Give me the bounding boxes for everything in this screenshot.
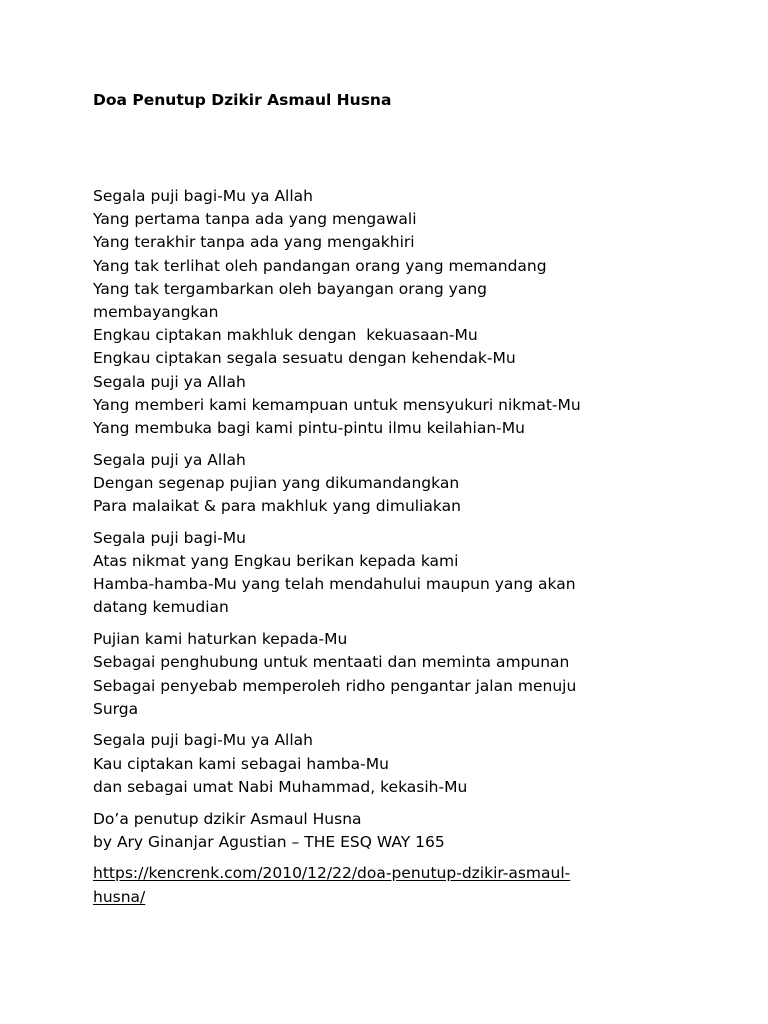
text-line: Yang terakhir tanpa ada yang mengakhiri	[93, 233, 415, 252]
text-line: Engkau ciptakan segala sesuatu dengan kehendak-Mu	[93, 349, 516, 368]
text-line: Yang pertama tanpa ada yang mengawali	[93, 210, 417, 229]
source-link-block	[93, 862, 733, 908]
source-link[interactable]: husna/	[93, 887, 146, 906]
text-line: Kau ciptakan kami sebagai hamba-Mu	[93, 754, 389, 773]
text-line: Segala puji bagi-Mu ya Allah	[93, 187, 313, 205]
text-line: Segala puji ya Allah	[93, 450, 246, 469]
document-page	[93, 86, 733, 917]
text-line: Atas nikmat yang Engkau berikan kepada kami	[93, 552, 459, 571]
text-line: Yang tak terlihat oleh pandangan orang yang memandang	[93, 256, 547, 275]
text-line: Segala puji ya Allah	[93, 372, 246, 391]
text-line: Segala puji bagi-Mu	[93, 528, 246, 547]
attribution	[93, 808, 733, 854]
text-line: Engkau ciptakan makhluk dengan kekuasaan-Mu	[93, 326, 478, 345]
attribution-line: by Ary Ginanjar Agustian – THE ESQ WAY 165	[93, 832, 445, 851]
text-line: Para malaikat & para makhluk yang dimuliakan	[93, 497, 461, 516]
attribution-line: Do’a penutup dzikir Asmaul Husna	[93, 809, 362, 828]
stanza-2	[93, 449, 733, 519]
stanza-4	[93, 628, 733, 721]
text-line: dan sebagai umat Nabi Muhammad, kekasih-Mu	[93, 777, 468, 796]
source-link[interactable]: https://kencrenk.com/2010/12/22/doa-penutup-dzikir-asmaul-	[93, 864, 571, 883]
text-line: membayangkan	[93, 303, 219, 322]
stanza-1	[93, 185, 733, 440]
text-line: Sebagai penyebab memperoleh ridho pengantar jalan menuju	[93, 676, 577, 695]
text-line: Surga	[93, 699, 139, 718]
stanza-3	[93, 527, 733, 620]
text-line: Yang tak tergambarkan oleh bayangan orang yang	[93, 279, 487, 298]
text-line: Pujian kami haturkan kepada-Mu	[93, 630, 348, 649]
text-line: Dengan segenap pujian yang dikumandangkan	[93, 473, 460, 492]
text-line: datang kemudian	[93, 598, 229, 617]
text-line: Segala puji bagi-Mu ya Allah	[93, 731, 313, 750]
text-line: Sebagai penghubung untuk mentaati dan meminta ampunan	[93, 653, 570, 672]
stanza-5	[93, 729, 733, 799]
document-title: Doa Penutup Dzikir Asmaul Husna	[93, 91, 392, 109]
text-line: Yang membuka bagi kami pintu-pintu ilmu keilahian-Mu	[93, 419, 525, 438]
text-line: Yang memberi kami kemampuan untuk mensyukuri nikmat-Mu	[93, 395, 581, 414]
text-line: Hamba-hamba-Mu yang telah mendahului maupun yang akan	[93, 575, 576, 594]
